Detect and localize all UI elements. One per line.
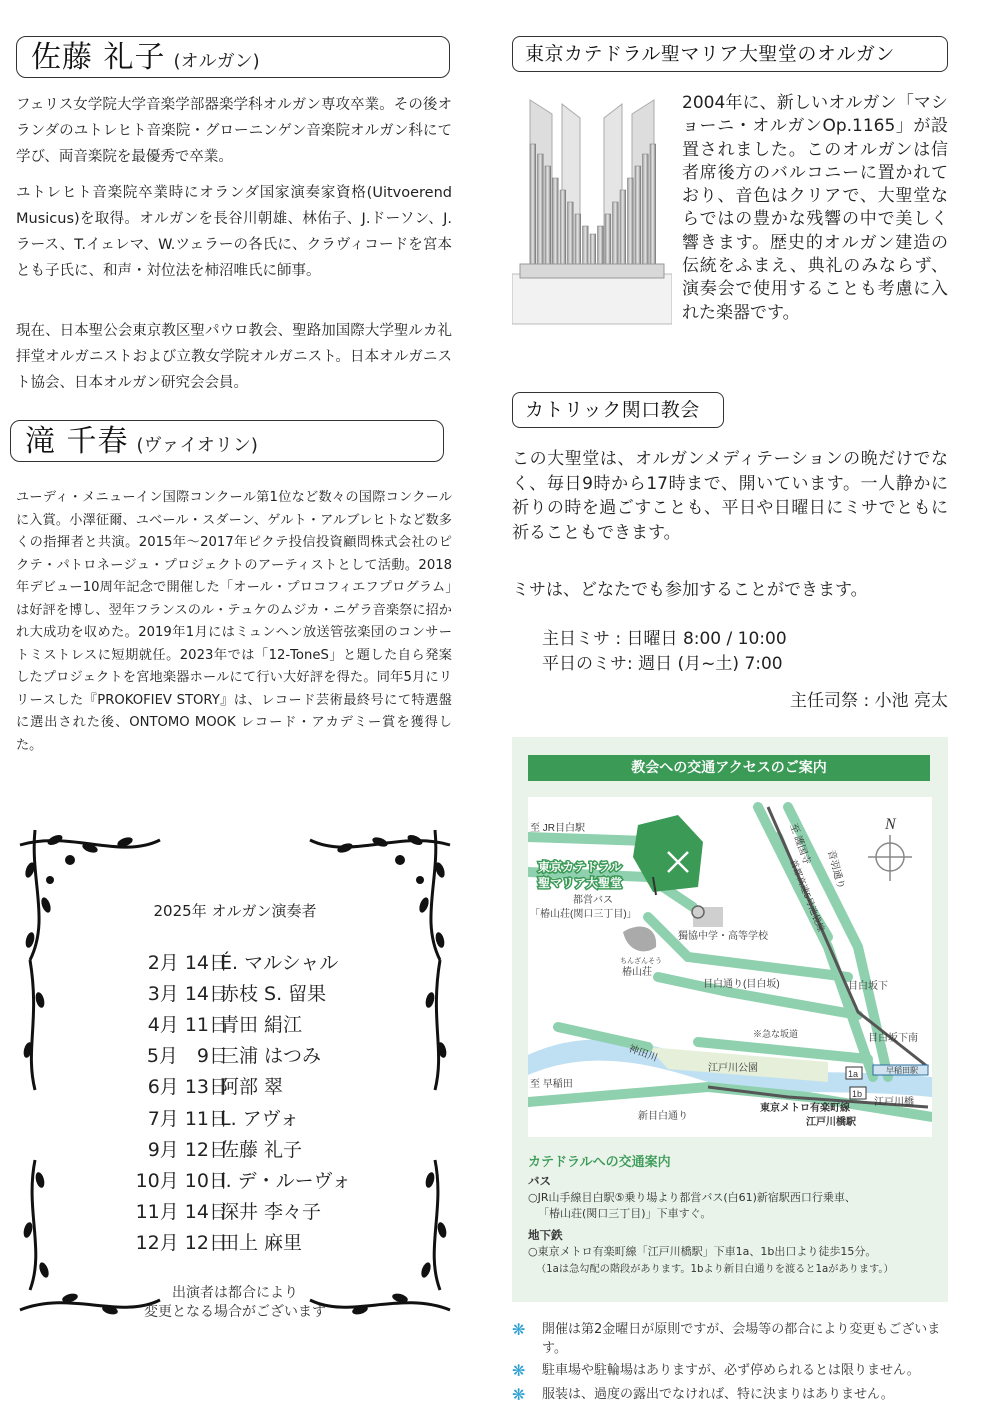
- organ-description: 2004年に、新しいオルガン「マショーニ・オルガンOp.1165」が設置されました。このオルガンは信者席後方のバルコニーに置かれており、音色はクリアで、大聖堂ならではの豊かな残響の中で美しく響きます。歴史的オルガン建造の伝統をふまえ、典礼のみならず、演奏会で使用することも考慮に入れた楽器です。: [682, 93, 948, 323]
- map-label-shuto: 首都高速5号池袋線: [788, 858, 827, 934]
- map-label-metro-2: 江戸川橋駅: [806, 1117, 856, 1128]
- compass-north-label: N: [885, 816, 896, 833]
- schedule-date: 7月 11日: [147, 1107, 228, 1130]
- schedule-organist-name: 三浦 はつみ: [220, 1045, 322, 1068]
- map-label-steep: ※急な坂道: [753, 1029, 799, 1039]
- map-label-bus-2: 「椿山荘(関口三丁目)」: [530, 909, 637, 920]
- map-label-edogawa-park: 江戸川公園: [708, 1063, 758, 1074]
- guide-bus-text-2: 「椿山荘(関口三丁目)」下車すぐ。: [538, 1207, 712, 1220]
- head-priest: 主任司祭 : 小池 亮太: [790, 691, 948, 711]
- guide-bus-heading: バス: [528, 1174, 551, 1188]
- organist-schedule: [10, 890, 460, 1330]
- guide-metro-text-1: ○東京メトロ有楽町線「江戸川橋駅」下車1a、1b出口より徒歩15分。: [528, 1245, 877, 1258]
- guide-title: カテドラルへの交通案内: [528, 1155, 671, 1170]
- sunday-mass: 主日ミサ : 日曜日 8:00 / 10:00: [542, 629, 787, 649]
- schedule-note-2: 変更となる場合がございます: [144, 1304, 326, 1320]
- schedule-organist-name: 深井 李々子: [220, 1200, 322, 1223]
- schedule-organist-name: 阿部 翠: [220, 1076, 284, 1099]
- map-label-edogawabashi: 江戸川橋: [874, 1097, 914, 1108]
- snowflake-bullet-icon: ❋: [512, 1385, 526, 1404]
- schedule-note-1: 出演者は都合により: [172, 1285, 298, 1301]
- map-header-text: 教会への交通アクセスのご案内: [631, 760, 827, 776]
- schedule-organist-name: 佐藤 礼子: [220, 1138, 303, 1161]
- performer-name-box-sato: [16, 36, 450, 78]
- map-label-mejirozaka-minami: 目白坂下南: [868, 1033, 918, 1044]
- schedule-organist-name: 青田 絹江: [220, 1014, 303, 1037]
- map-label-exit-1a: 1a: [848, 1069, 859, 1079]
- sato-bio-1: フェリス女学院大学音楽学部器楽学科オルガン専攻卒業。その後オランダのユトレヒト音楽院・グローニンゲン音楽院オルガン科にて学び、両音楽院を最優秀で卒業。: [16, 97, 452, 165]
- schedule-organist-name: I. デ・ルーヴォ: [220, 1169, 351, 1192]
- schedule-date: 4月 11日: [147, 1014, 228, 1037]
- map-label-metro-1: 東京メトロ有楽町線: [760, 1103, 850, 1114]
- schedule-row: [10, 1104, 460, 1135]
- access-map-panel: [512, 737, 948, 1302]
- note-text: 駐車場や駐輪場はありますが、必ず停められるとは限りません。: [542, 1363, 920, 1378]
- guide-bus-text-1: ○JR山手線目白駅⑤乗り場より都営バス(白61)新宿駅西口行乗車、: [528, 1191, 856, 1204]
- church-description: この大聖堂は、オルガンメディテーションの晩だけでなく、毎日9時から17時まで、開いています。一人静かに祈りの時を過ごすことも、平日や日曜日にミサでともに祈ることもできます。: [512, 449, 948, 543]
- map-label-waseda-station: 早稲田駅: [886, 1066, 918, 1075]
- map-label-dokkyo: 獨協中学・高等学校: [678, 931, 768, 942]
- mass-open-text: ミサは、どなたでも参加することができます。: [512, 580, 868, 600]
- schedule-organist-name: 田上 麻里: [220, 1231, 303, 1254]
- schedule-date: 5月 9日: [146, 1045, 228, 1068]
- schedule-row: [10, 1228, 460, 1259]
- schedule-row: [10, 1197, 460, 1228]
- weekday-mass: 平日のミサ: 週日 (月~土) 7:00: [542, 654, 783, 674]
- map-label-cathedral-1: 東京カテドラル: [538, 860, 622, 874]
- sato-bio-2: ユトレヒト音楽院卒業時にオランダ国家演奏家資格(Uitvoerend Musicus)を取得。オルガンを長谷川朝雄、林佑子、J.ドーソン、J.ラース、T.イェレマ、W.ツェラーの各氏に、クラヴィコードを宮本とも子氏に、和声・対位法を柿沼唯氏に師事。: [16, 185, 452, 279]
- performer-name-box-taki: [10, 420, 444, 462]
- schedule-row: [10, 1135, 460, 1166]
- note-text: 開催は第2金曜日が原則ですが、会場等の都合により変更もございます。: [542, 1322, 941, 1356]
- schedule-date: 12月 12日: [135, 1231, 228, 1254]
- map-label-chinzanso: 椿山荘: [622, 967, 652, 978]
- snowflake-bullet-icon: ❋: [512, 1320, 526, 1339]
- map-label-waseda: 至 早稲田: [530, 1079, 573, 1090]
- schedule-date: 3月 14日: [147, 983, 228, 1006]
- performer-name: 滝 千春: [25, 424, 129, 459]
- note-text: 服装は、過度の露出でなければ、特に決まりはありません。: [542, 1387, 894, 1402]
- church-section-title: カトリック関口教会: [512, 392, 724, 428]
- schedule-row: [10, 979, 460, 1010]
- map-label-otowa: 音羽通り: [825, 848, 847, 891]
- schedule-date: 6月 13日: [147, 1076, 228, 1099]
- schedule-row: [10, 1166, 460, 1197]
- sato-bio-3: 現在、日本聖公会東京教区聖パウロ教会、聖路加国際大学聖ルカ礼拝堂オルガニストおよび立教女学院オルガニスト。日本オルガニスト協会、日本オルガン研究会会員。: [16, 323, 452, 391]
- guide-metro-heading: 地下鉄: [528, 1228, 563, 1242]
- guide-metro-text-2: （1aは急勾配の階段があります。1bより新目白通りを渡ると1aがあります。）: [536, 1264, 894, 1275]
- map-header: [528, 755, 930, 781]
- map-label-shinmejiro: 新目白通り: [638, 1111, 688, 1122]
- schedule-row: [10, 1010, 460, 1041]
- access-map: [528, 797, 932, 1137]
- map-label-cathedral-2: 聖マリア大聖堂: [538, 876, 623, 890]
- map-label-exit-1b: 1b: [852, 1089, 863, 1099]
- performer-role: (オルガン): [173, 51, 260, 72]
- performer-name: 佐藤 礼子: [31, 40, 166, 75]
- map-label-mejirozaka: 目白坂下: [848, 981, 888, 992]
- map-label-mejiro-dori: 目白通り(目白坂): [703, 979, 780, 990]
- schedule-row: [10, 948, 460, 979]
- schedule-organist-name: L. アヴォ: [220, 1107, 299, 1130]
- map-label-kandagawa: 神田川: [626, 1043, 659, 1065]
- map-label-jr-mejiro: 至 JR目白駅: [530, 823, 585, 834]
- performer-role: (ヴァイオリン): [136, 435, 258, 456]
- schedule-date: 9月 12日: [147, 1138, 228, 1161]
- schedule-organist-name: 赤枝 S. 留果: [220, 983, 327, 1006]
- map-label-chinzanso-ruby: ちんざんそう: [620, 958, 662, 965]
- schedule-date: 2月 14日: [147, 952, 228, 974]
- snowflake-bullet-icon: ❋: [512, 1361, 526, 1380]
- schedule-title: 2025年 オルガン演奏者: [153, 902, 317, 920]
- schedule-date: 11月 14日: [135, 1200, 228, 1223]
- map-label-bus-1: 都営バス: [573, 895, 613, 906]
- schedule-organist-name: É. マルシャル: [220, 952, 339, 974]
- schedule-row: [10, 1041, 460, 1072]
- schedule-date: 10月 10日: [135, 1169, 228, 1192]
- map-label-gokokuji: 至 護国寺: [787, 822, 813, 867]
- taki-bio: ユーディ・メニューイン国際コンクール第1位など数々の国際コンクールに入賞。小澤征爾、ユベール・スダーン、ゲルト・アルブレヒトなど数多くの指揮者と共演。2015年〜2017年ピクテ投信投資顧問株式会社のピクテ・パトロネージュ・プロジェクトのアーティストとして活動。2018年デビュー10周年記念で開催した「オール・プロコフィエフプログラム」は好評を博し、翌年フランスのル・テュケのムジカ・ニゲラ音楽祭に招かれ大成功を収めた。2019年1月にはミュンヘン放送管弦楽団のコンサートミストレスに短期就任。2023年では「12-ToneS」と題した自ら発案したプロジェクトを宮地楽器ホールにて行い大好評を得た。同年5月にリリースした『PROKOFIEV STORY』は、レコード芸術最終号にて特選盤に選出された後、ONTOMO MOOK レコード・アカデミー賞を獲得した。: [16, 490, 452, 753]
- organ-illustration: [512, 94, 672, 334]
- organ-section-title: 東京カテドラル聖マリア大聖堂のオルガン: [512, 36, 948, 72]
- schedule-row: [10, 1072, 460, 1103]
